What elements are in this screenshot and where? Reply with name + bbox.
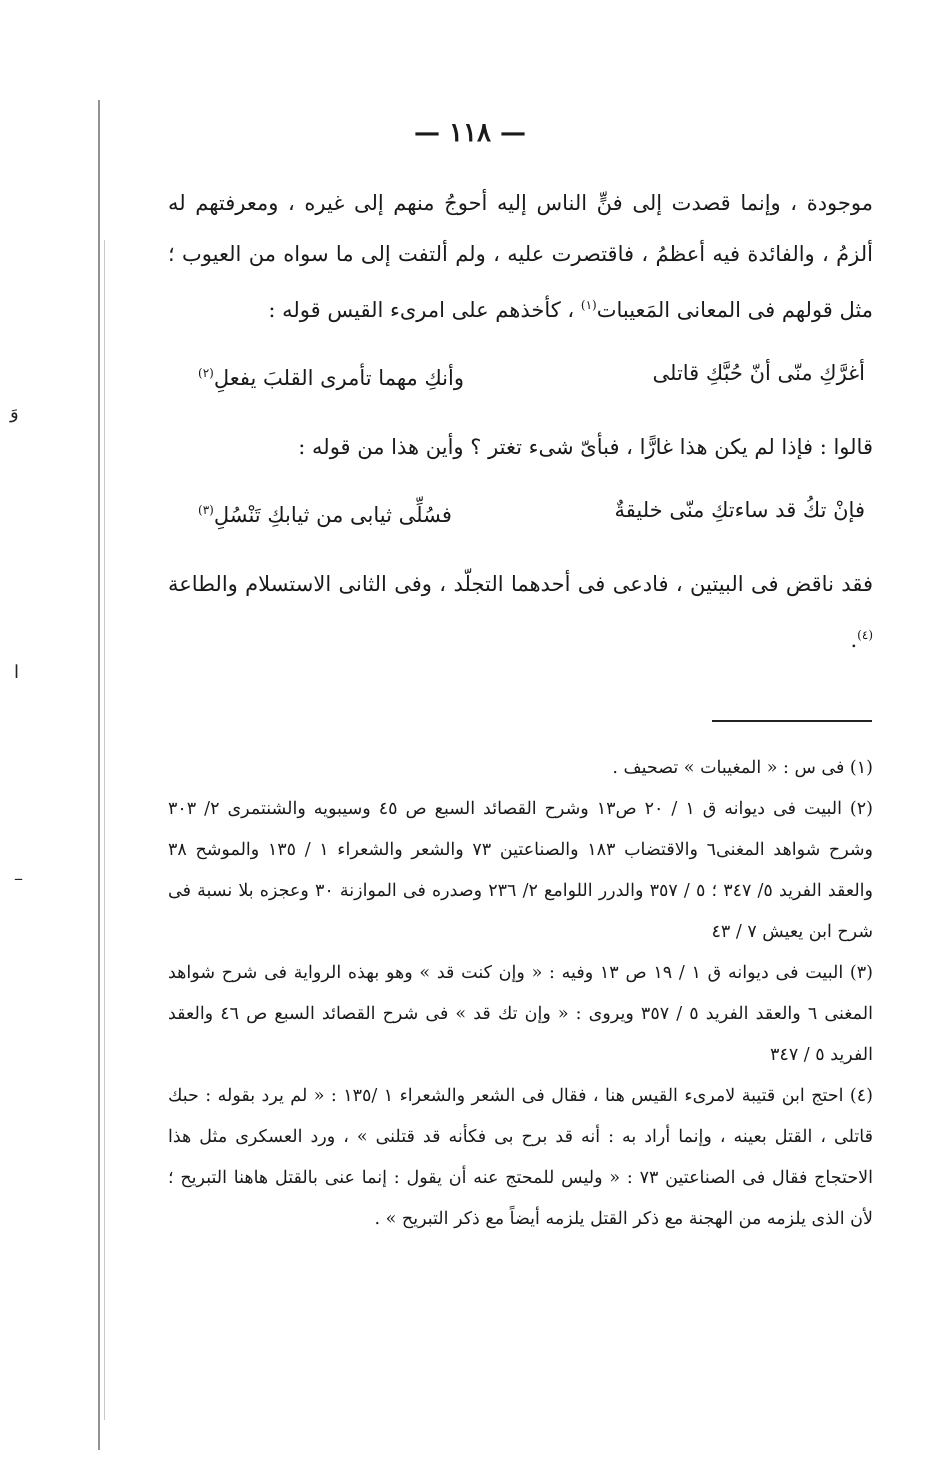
footnote-ref: (٢) [198, 366, 214, 380]
paragraph-text: موجودة ، وإنما قصدت إلى فنٍّ الناس إليه أحوجُ منهم إلى غيره ، ومعرفتهم له ألزمُ ، والفائدة فيه أعظمُ ، فاقتصرت عليه ، ولم ألتفت إلى ما سواه من العيوب ؛ مثل قولهم فى المعانى المَعيبات [168, 191, 873, 322]
margin-mark: ا [14, 662, 20, 683]
footnote: (٢) البيت فى ديوانه ق ١ / ٢٠ ص١٣ وشرح القصائد السبع ص ٤٥ وسيبويه والشنتمرى ٢/ ٣٠٣ وشرح شواهد المغنى٦ والاقتضاب ١٨٣ والصناعتين ٧٣ والشعر والشعراء ١ / ١٣٥ والموشح ٣٨ والعقد الفريد ٥/ ٣٤٧ ؛ ٥ / ٣٥٧ والدرر اللوامع ٢/ ٢٣٦ وصدره فى الموازنة ٣٠ وعجزه بلا نسبة فى شرح ابن يعيش ٧ / ٤٣ [168, 799, 873, 942]
verse-second-hemistich: وأنكِ مهما تأمرى القلبَ يفعلِ$^{(٢)}$ [198, 366, 464, 390]
margin-mark: – [14, 868, 23, 889]
verse-line [168, 485, 873, 541]
footnote: (١) فى س : « المغيبات » تصحيف . [612, 758, 873, 778]
paragraph-text: ، كأخذهم على امرىء القيس قوله : [268, 298, 581, 322]
footnote-separator [712, 720, 872, 722]
footnotes [168, 748, 873, 1240]
paragraph [168, 178, 873, 336]
footnote-ref: (١) [580, 298, 597, 312]
paragraph: فقد ناقض فى البيتين ، فادعى فى أحدهما التجلّد ، وفى الثانى الاستسلام والطاعة $^{(٤)}$. [168, 572, 873, 652]
binding-edge-line [98, 100, 100, 1450]
footnote-ref: (٤) [857, 628, 873, 642]
footnote: (٤) احتج ابن قتيبة لامرىء القيس هنا ، فقال فى الشعر والشعراء ١ /١٣٥ : « لم يرد بقوله : حبك قاتلى ، القتل بعينه ، وإنما أراد به : أنه قد برح بى فكأنه قد قتلنى » ، ورد العسكرى مثل هذا الاحتجاج فقال فى الصناعتين ٧٣ : « وليس للمحتج عنه أن يقول : إنما عنى بالقتل هاهنا التبريح ؛ لأن الذى يلزمه من الهجنة مع ذكر القتل يلزمه أيضاً مع ذكر التبريح » . [168, 1086, 873, 1229]
page-number: — ١١٨ — [413, 118, 527, 148]
verse-first-hemistich: فإنْ تكُ قد ساءتكِ منّى خليقةٌ [614, 498, 865, 522]
verse-second-hemistich: فسُلِّى ثيابى من ثيابكِ تَنْسُلِ$^{(٣)}$ [198, 503, 452, 527]
verse-line [168, 348, 873, 404]
binding-edge-shadow [104, 240, 105, 1420]
main-text [168, 178, 873, 666]
paragraph: قالوا : فإذا لم يكن هذا غارًّا ، فبأىّ شىء تغتر ؟ وأين هذا من قوله : [298, 435, 873, 459]
paragraph-text: فقد ناقض فى البيتين ، فادعى فى أحدهما التجلّد ، وفى الثانى الاستسلام والطاعة [168, 572, 873, 596]
footnote-ref: (٣) [198, 503, 214, 517]
footnote: (٣) البيت فى ديوانه ق ١ / ١٩ ص ١٣ وفيه : « وإن كنت قد » وهو بهذه الرواية فى شرح شواهد المغنى ٦ والعقد الفريد ٥ / ٣٥٧ ويروى : « وإن تك قد » فى شرح القصائد السبع ص ٤٦ والعقد الفريد ٥ / ٣٤٧ [168, 963, 873, 1065]
margin-mark: وَ [10, 402, 19, 423]
verse-first-hemistich: أغرَّكِ منّى أنّ حُبَّكِ قاتلى [652, 361, 865, 385]
